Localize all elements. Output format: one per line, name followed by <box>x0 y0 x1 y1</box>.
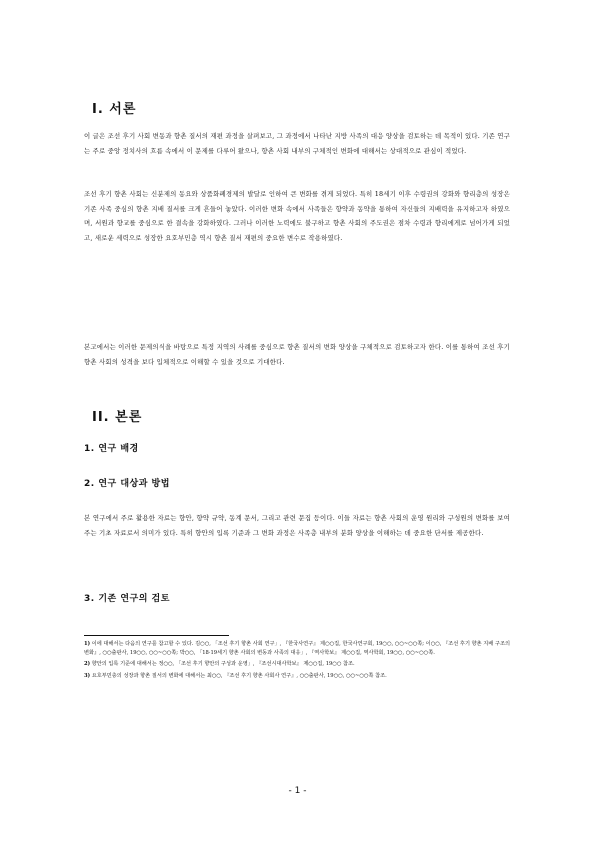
section-heading-body: II. 본론 <box>92 410 143 425</box>
footnote-text: 이에 대해서는 다음의 연구를 참고할 수 있다. 김○○, 「조선 후기 향촌 사회 연구」, 『한국사연구』 제○○집, 한국사연구회, 19○○, ○○~○○쪽; 이○○, 『조선 후기 향촌 지배 구조의 변화』, ○○출판사, 19○○, ○○~○○쪽; 박○○, 「18·19세기 향촌 사회의 변동과 사족의 대응」, 『역사학보』 제○○집, 역사학회, 19○○, ○○~○○쪽. <box>84 641 510 656</box>
paragraph: 본 연구에서 주로 활용한 자료는 향안, 향약 규약, 동계 문서, 그리고 관련 문집 등이다. 이들 자료는 향촌 사회의 운영 원리와 구성원의 변화를 보여주는 기초 자료로서 의미가 있다. 특히 향안의 입록 기준과 그 변화 과정은 사족층 내부의 분화 양상을 이해하는 데 중요한 단서를 제공한다. <box>84 514 510 537</box>
paragraph: 본고에서는 이러한 문제의식을 바탕으로 특정 지역의 사례를 중심으로 향촌 질서의 변화 양상을 구체적으로 검토하고자 한다. 이를 통하여 조선 후기 향촌 사회의 성격을 보다 입체적으로 이해할 수 있을 것으로 기대한다. <box>84 343 510 366</box>
subsection-heading: 2. 연구 대상과 방법 <box>84 479 170 489</box>
footnote-label: 2) <box>84 661 91 668</box>
subsection-heading: 1. 연구 배경 <box>84 444 139 454</box>
paragraph: 이 글은 조선 후기 사회 변동과 향촌 질서의 재편 과정을 살펴보고, 그 과정에서 나타난 지방 사족의 대응 양상을 검토하는 데 목적이 있다. 기존 연구는 주로 중앙 정치사의 흐름 속에서 이 문제를 다루어 왔으나, 향촌 사회 내부의 구체적인 변화에 대해서는 상대적으로 관심이 적었다. <box>84 132 510 155</box>
footnote-label: 1) <box>84 641 91 647</box>
footnote-divider <box>84 635 229 636</box>
footnote <box>84 660 510 669</box>
footnote-label: 3) <box>84 672 91 679</box>
section-heading-introduction: I. 서론 <box>92 102 137 117</box>
paragraph: 조선 후기 향촌 사회는 신분제의 동요와 상품화폐경제의 발달로 인하여 큰 변화를 겪게 되었다. 특히 18세기 이후 수령권의 강화와 향리층의 성장은 기존 사족 중심의 향촌 지배 질서를 크게 흔들어 놓았다. 이러한 변화 속에서 사족들은 향약과 동약을 통하여 자신들의 지배력을 유지하고자 하였으며, 서원과 향교를 중심으로 한 결속을 강화하였다. 그러나 이러한 노력에도 불구하고 향촌 사회의 주도권은 점차 수령과 향리에게로 넘어가게 되었고, 새로운 세력으로 성장한 요호부민층 역시 향촌 질서 재편의 중요한 변수로 작용하였다. <box>84 190 510 242</box>
footnote-text: 향안의 입록 기준에 대해서는 정○○, 「조선 후기 향안의 구성과 운영」, 『조선시대사학보』 제○○집, 19○○ 참조. <box>91 661 355 668</box>
footnote <box>84 640 510 657</box>
footnote-text: 요호부민층의 성장과 향촌 질서의 변화에 대해서는 최○○, 『조선 후기 향촌 사회사 연구』, ○○출판사, 19○○, ○○~○○쪽 참조. <box>91 672 387 679</box>
footnote <box>84 672 510 681</box>
page-number: - 1 - <box>288 786 307 796</box>
footnotes <box>84 640 510 683</box>
subsection-heading: 3. 기존 연구의 검토 <box>84 594 170 604</box>
